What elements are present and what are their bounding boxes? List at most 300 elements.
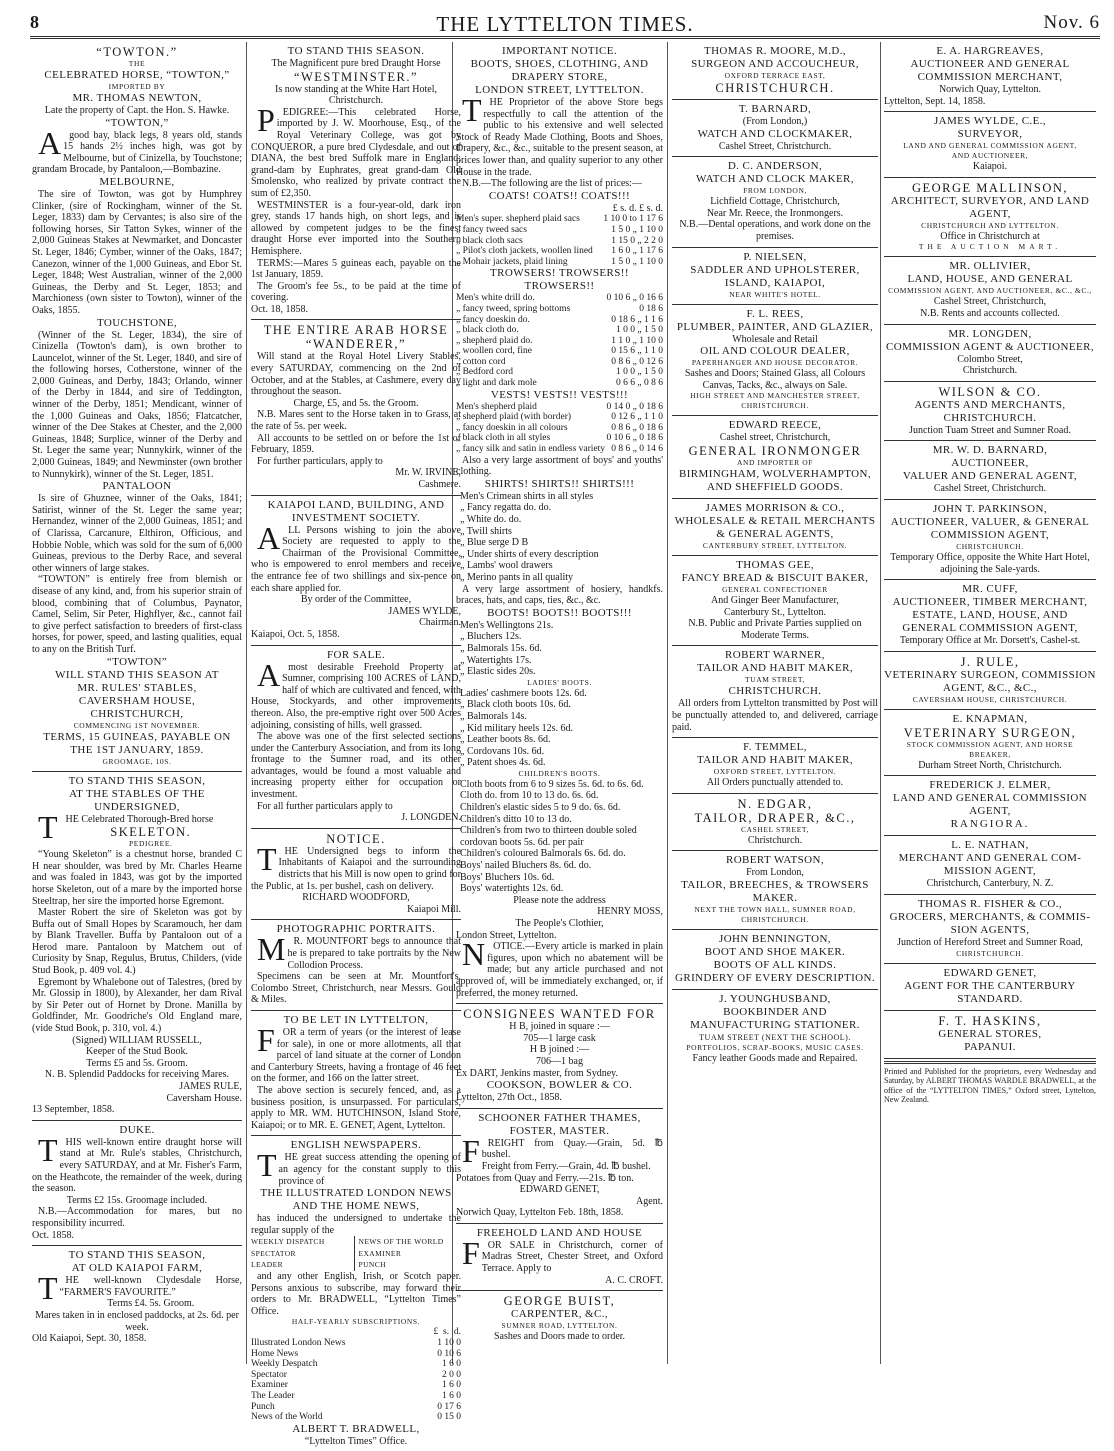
- childrens-boots-list: [456, 779, 663, 895]
- list-item: SPECTATOR: [251, 1248, 296, 1258]
- ad-body: THE Undersigned begs to inform the Inhabitants of Kaiapoi and the surrounding districts that his Mill is now open to grind for the Public, at 1s. per bushel, cash on delivery.: [251, 840, 461, 892]
- ad-line: Christchurch, Canterbury, N. Z.: [926, 878, 1054, 890]
- ad-heading: THE ILLUSTRATED LONDON NEWS AND THE HOME NEWS,: [260, 1187, 452, 1213]
- list-item: NEWS OF THE WORLD: [358, 1237, 444, 1247]
- table-row: [456, 336, 663, 347]
- ad-line: TUAM STREET,: [745, 675, 805, 685]
- table-row: [456, 214, 663, 225]
- ad-line: CASHEL STREET,: [741, 824, 809, 834]
- ad-line: TAILOR AND HABIT MAKER,: [696, 662, 853, 675]
- ad-line: Home News: [251, 1348, 299, 1359]
- ad-line: d.: [453, 1327, 461, 1338]
- ad-farmers-favourite: [32, 1246, 242, 1349]
- ad-line: PAPANUI.: [964, 1040, 1016, 1053]
- ad-line: BOOKBINDER AND MANUFACTURING STATIONER.: [690, 1005, 860, 1031]
- ad-signature: ALBERT T. BRADWELL,: [292, 1422, 420, 1435]
- list-item: EXAMINER: [358, 1248, 402, 1258]
- ad-line: LAND AND GENERAL COMMISSION: [892, 792, 1088, 805]
- ad-heading: COATS! COATS!! COATS!!!: [488, 189, 631, 202]
- ad-signature: Agent.: [636, 1195, 663, 1207]
- list-item: „ Blue serge D B: [460, 537, 529, 549]
- ad-heading: BOOTS, SHOES, CLOTHING, AND DRAPERY STORE,: [470, 58, 649, 83]
- newspaper-title: THE LYTTELTON TIMES.: [436, 12, 694, 36]
- ad-heading: ENGLISH NEWSPAPERS.: [290, 1139, 422, 1152]
- list-item: Cloth boots from 6 to 9 sizes 5s. 6d. to 6s. 6d.: [460, 778, 644, 790]
- column-3: [453, 42, 663, 1362]
- ad-signature: Mr. W. IRVINE,: [395, 467, 461, 479]
- ad-heading: FREEHOLD LAND AND HOUSE: [476, 1226, 643, 1239]
- ad-heading: AT THE STABLES OF THE: [69, 787, 205, 800]
- price-table-vests: [456, 402, 663, 455]
- ad-body: ALL Persons wishing to join the above Society are requested to apply to the Chairman of the Provisional Committee, who is empowered to enrol members and receive the entrance fee of two shillings and six-pence on each share applied for.: [251, 519, 461, 594]
- ad-subheading: COMMENCING 1ST NOVEMBER.: [73, 720, 201, 730]
- ad-signature: The People's Clothier,: [515, 918, 604, 929]
- table-row: [456, 433, 663, 444]
- ad-body: Egremont by Whalebone out of Talestres, (bred by Mr. Glossip in 1800), by Alexander, her dam Rival by Sir Peter out of Hornet by Drone. Manilla by Goldfinder, Mr. Goodriche's Old England mare, (vide Stud Book, p. 310, vol. 4.): [32, 976, 242, 1035]
- ad-line: GENERAL STORES,: [938, 1027, 1042, 1040]
- ad-line: The Leader: [251, 1391, 295, 1401]
- ad-line: News of the World: [251, 1412, 323, 1423]
- list-item: „ Black cloth boots 10s. 6d.: [460, 699, 571, 711]
- ad-line: 1 1 0 „ 1 10 0: [611, 335, 663, 346]
- ad-body: PEDIGREE:—This celebrated Horse, imported by J. W. Moorhouse, Esq., of the Royal Veterinary College, was got by CONQUEROR, a pure bred Clydesdale, and out of DIANA, the best bred Suffolk mare in England; grand-dam by Euphrates, great grand-dam Old Smolensko, who realized by private contract the sum of £2,350.: [251, 101, 461, 199]
- ad-ollivier: [884, 257, 1096, 324]
- list-item: Cloth do. from 10 to 13 do. 6s. 6d.: [460, 790, 599, 802]
- list-item: „ Lambs' wool drawers: [460, 560, 553, 572]
- ad-line: „ shepherd plaid (with border): [456, 412, 572, 423]
- shirts-list: [456, 491, 663, 584]
- ad-text: N. B. Splendid Paddocks for receiving Mares.: [44, 1069, 230, 1081]
- ad-line: 1 5 0 „ 1 10 0: [611, 256, 663, 267]
- ad-heading: TO STAND THIS SEASON.: [287, 45, 425, 57]
- table-row: [251, 1338, 461, 1349]
- ad-subheading: THE: [128, 59, 146, 68]
- ad-line: COMMISSION AGENT & AUCTIONEER,: [886, 340, 1094, 353]
- ad-wanderer: [251, 320, 461, 495]
- ad-subheading: GROOMAGE, 10S.: [102, 756, 172, 766]
- table-row: [456, 378, 663, 389]
- ad-line: HIGH STREET AND MANCHESTER STREET,: [690, 391, 860, 401]
- issue-date: Nov. 6: [1043, 12, 1100, 33]
- ad-line: BOOT AND SHOE MAKER.: [704, 945, 846, 958]
- ad-elmer: [884, 776, 1096, 836]
- ad-line: CHRISTCHURCH.: [741, 914, 809, 924]
- ad-text: Freight from Ferry.—Grain, 4d. ℔ bushel.: [481, 1160, 651, 1172]
- ad-line: EDWARD GENET,: [943, 966, 1037, 979]
- ad-subheading: SUMNER ROAD, LYTTELTON.: [501, 1321, 618, 1331]
- ad-subheading: LADIES' BOOTS.: [527, 677, 592, 687]
- ad-line: D. C. ANDERSON,: [727, 160, 823, 173]
- ad-line: J. RULE,: [960, 654, 1020, 669]
- ad-mallinson: [884, 178, 1096, 258]
- ad-subheading: PEDIGREE.: [129, 839, 173, 849]
- ad-line: COMMISSION AGENT,: [930, 528, 1050, 541]
- list-item: Children's from two to thirteen double soled cordovan boots 5s. 6d. per pair: [460, 825, 637, 848]
- ad-temmel: [672, 738, 878, 794]
- ad-body: Will stand at the Royal Hotel Livery Stables, every SATURDAY, commencing on the 2nd of October, and at the Stables, at Cashmere, every day throughout the season.: [251, 351, 461, 398]
- ad-line: GRINDERY OF EVERY DESCRIPTION.: [674, 971, 876, 984]
- ad-body: Specimens can be seen at Mr. Mountfort's, Colombo Street, Christchurch, near Messrs. Gould & Miles.: [251, 971, 461, 1006]
- ad-line: Men's shepherd plaid: [456, 401, 537, 412]
- ad-body: A very large assortment of hosiery, handkfs. braces, hats, and caps, ties, &c., &c.: [456, 583, 663, 607]
- ad-cuff: [884, 580, 1096, 652]
- ad-line: Norwich Quay, Lyttelton.: [938, 84, 1042, 95]
- ad-body: Amost desirable Freehold Property at Sumner, comprising 100 ACRES of LAND, half of which are cultivated and fenced, with House, Stockyards, and other improvements thereon. Also, the pre-emptive right over 500 Acres adjoining, consisting of hills, well grassed.: [251, 656, 461, 731]
- table-row: [456, 412, 663, 423]
- ad-to-let: [251, 1011, 461, 1136]
- ad-bennington: [672, 930, 878, 990]
- page-number: 8: [30, 12, 39, 32]
- ad-anderson: [672, 157, 878, 247]
- ad-heading: “TOWTON”: [106, 655, 168, 668]
- ad-signature: A. C. CROFT.: [605, 1274, 663, 1286]
- ad-line: s.: [443, 1327, 450, 1338]
- ad-heading: FOR SALE.: [327, 648, 385, 661]
- ad-text: H B, joined in square :—: [509, 1021, 610, 1033]
- ad-line: Temporary Office, opposite the White Hart Hotel, adjoining the Sale-yards.: [890, 551, 1090, 575]
- ad-heading: CARPENTER, &C.,: [510, 1308, 609, 1321]
- ad-line: SADDLER AND UPHOLSTERER,: [690, 263, 860, 276]
- ad-line: FROM LONDON,: [743, 186, 807, 196]
- list-item: Children's ditto 10 to 13 do.: [460, 813, 572, 825]
- list-item: „ Twill shirts: [460, 525, 512, 537]
- ad-line: JAMES MORRISON & CO.,: [705, 501, 845, 514]
- ad-heading: FOSTER, MASTER.: [509, 1124, 610, 1137]
- ad-signature: JAMES WYLDE,: [388, 605, 461, 617]
- ad-robert-watson: [672, 851, 878, 930]
- ad-wilson: [884, 382, 1096, 442]
- ad-line: BOOTS OF ALL KINDS.: [713, 958, 837, 971]
- masthead: [30, 10, 1100, 38]
- ad-heading: TROWSERS! TROWSERS!! TROWSERS!!: [490, 267, 629, 293]
- ad-body: TERMS:—Mares 5 guineas each, payable on the 1st January, 1859.: [251, 257, 461, 281]
- ad-line: PORTFOLIOS, SCRAP-BOOKS, MUSIC CASES.: [686, 1043, 864, 1053]
- ad-line: VETERINARY SURGEON,: [903, 725, 1077, 740]
- ad-line: CAVERSHAM HOUSE, CHRISTCHURCH.: [912, 694, 1068, 704]
- ad-line: F. TEMMEL,: [743, 741, 807, 754]
- ad-line: Wholesale and Retail: [732, 333, 818, 345]
- ad-body: THIS well-known entire draught horse will stand at Mr. Rule's stables, Christchurch, every SATURDAY, and at Mr. Fisher's Farm, on the Heathcote, the remainder of the week, during the season.: [32, 1131, 242, 1195]
- table-row: [456, 357, 663, 368]
- ad-body: The Groom's fee 5s., to be paid at the time of covering.: [251, 280, 461, 304]
- list-item: „ Elastic sides 20s.: [460, 666, 536, 678]
- ad-line: STOCK COMMISSION AGENT, AND HORSE: [906, 739, 1074, 749]
- ad-signature: London Street, Lyttelton.: [456, 929, 557, 941]
- ad-line: Men's super. shepherd plaid sacs: [456, 214, 580, 225]
- ad-line: Temporary Office at Mr. Dorsett's, Cashel-st.: [899, 635, 1081, 647]
- ad-line: F. T. HASKINS,: [938, 1013, 1042, 1028]
- ad-heading: PHOTOGRAPHIC PORTRAITS.: [276, 923, 436, 936]
- ad-signature: (Signed) WILLIAM RUSSELL,: [72, 1034, 202, 1046]
- ad-line: & GENERAL AGENTS,: [716, 527, 834, 540]
- ad-line: FANCY BREAD & BISCUIT BAKER,: [681, 571, 869, 584]
- ad-date: Kaiapoi, Oct. 5, 1858.: [251, 628, 340, 640]
- ad-signature: J. LONGDEN.: [401, 812, 461, 824]
- ad-line: JOHN BENNINGTON,: [719, 932, 831, 945]
- ad-line: MR. CUFF,: [962, 583, 1018, 596]
- ad-line: N.B.—Dental operations, and work done on the premises.: [679, 219, 871, 242]
- ad-line: AUCTIONEER AND GENERAL: [910, 58, 1070, 70]
- ad-james-wylde: [884, 112, 1096, 178]
- ad-george-buist: [453, 1291, 663, 1347]
- ad-body: THE great success attending the opening of an agency for the constant supply to this province of: [257, 1147, 461, 1187]
- ad-line: 1 15 0 „ 2 2 0: [611, 235, 663, 246]
- ad-body: The above was one of the first selected sections under the Canterbury Association, and from its long frontage to the Sumner road, and its other advantages, would be found a most valuable and increasing property either for occupation or investment.: [251, 731, 461, 801]
- table-row: [456, 246, 663, 257]
- table-row: [251, 1370, 461, 1381]
- ad-fisher: [884, 895, 1096, 964]
- ad-line: WATCH AND CLOCK MAKER,: [696, 173, 854, 186]
- ad-line: 1 6 0: [442, 1359, 461, 1370]
- ad-line: MISSION AGENT,: [943, 865, 1037, 878]
- ad-heading: TO STAND THIS SEASON,: [68, 774, 206, 787]
- ad-body: FOR a term of years (or the interest of lease for sale), in one or more allotments, all that parcel of land situate at the corner of London and Canterbury Streets, having a frontage of 46 feet on the former, and 166 on the latter street.: [251, 1021, 461, 1085]
- ad-heading: “WESTMINSTER.”: [293, 69, 419, 84]
- ad-heading: “TOWTON,”: [105, 116, 169, 129]
- ad-body: NOTICE.—Every article is marked in plain figures, upon which no abatement will be made; but any article purchased and not approved of, will be immediately exchanged, or, if preferred, the money returned.: [456, 936, 663, 999]
- ad-heading: SCHOONER FATHER THAMES,: [478, 1111, 641, 1124]
- ad-line: Junction of Hereford Street and Sumner Road,: [897, 936, 1083, 948]
- ad-skeleton: [32, 772, 242, 1121]
- ad-line: Near Mr. Reece, the Ironmongers.: [706, 207, 844, 219]
- ad-line: COMMISSION AGENT, AND AUCTIONEER, &C., &C.,: [888, 286, 1092, 296]
- ad-date: 13 September, 1858.: [32, 1104, 115, 1116]
- ad-subheading: IMPORTED BY: [108, 82, 166, 91]
- list-item: LEADER: [251, 1260, 283, 1270]
- ad-heading: TO BE LET IN LYTTELTON,: [283, 1013, 429, 1026]
- list-item: Men's Wellingtons 21s.: [460, 619, 554, 631]
- ad-line: Men's white drill do.: [456, 293, 535, 304]
- table-row: [456, 402, 663, 413]
- ad-date: Oct. 1858.: [32, 1229, 74, 1241]
- ad-line: RANGIORA.: [950, 818, 1030, 831]
- ad-line: MR. W. D. BARNARD,: [932, 444, 1048, 457]
- ad-text: Terms £5 and 5s. Groom.: [86, 1057, 188, 1069]
- ad-heading: SKELETON.: [110, 825, 192, 840]
- ad-signature: JAMES RULE,: [179, 1081, 242, 1092]
- table-row: [456, 257, 663, 268]
- ad-line: Sashes and Doors; Stained Glass, all Colours Canvas, Tacks, &c., always on Sale.: [684, 368, 866, 391]
- ad-line: „ Pilot's cloth jackets, woollen lined: [456, 246, 593, 257]
- ad-line: GENERAL CONFECTIONER: [722, 584, 828, 594]
- ad-line: 0 6 6 „ 0 8 6: [616, 378, 663, 389]
- ad-line: THOMAS GEE,: [736, 558, 814, 571]
- ad-line: N. EDGAR,: [737, 796, 813, 811]
- table-row: [456, 423, 663, 434]
- ad-line: (From London,): [742, 116, 808, 127]
- column-1: [32, 42, 242, 1362]
- ad-heading: “TOWTON.”: [96, 45, 178, 59]
- table-row: [456, 304, 663, 315]
- list-item: Children's elastic sides 5 to 9 do. 6s. 6d.: [460, 802, 621, 814]
- list-item: „ White do. do.: [460, 514, 522, 525]
- table-row: [456, 225, 663, 236]
- list-item: Men's Crimean shirts in all styles: [460, 490, 594, 502]
- ad-text: H B joined :—: [529, 1044, 590, 1056]
- ad-notice-mill: [251, 829, 461, 921]
- ad-line: LAND, HOUSE, AND GENERAL: [907, 273, 1073, 286]
- ad-line: E. A. HARGREAVES,: [936, 45, 1044, 57]
- ad-towton: [32, 42, 242, 772]
- ad-line: AGENT, &C., &C.,: [943, 681, 1037, 694]
- ad-heading: CELEBRATED HORSE, “TOWTON,”: [44, 69, 230, 81]
- ad-kaiapoi-society: [251, 496, 461, 646]
- list-item: Children's coloured Balmorals 6s. 6d. do.: [460, 848, 626, 860]
- ad-robert-warner: [672, 646, 878, 738]
- ad-line: 0 18 6: [639, 303, 663, 314]
- ad-text: Terms £2 15s. Groomage included.: [66, 1194, 208, 1206]
- ad-heading: SHIRTS! SHIRTS!! SHIRTS!!!: [484, 477, 635, 490]
- ad-line: „ fancy doeskin in all colours: [456, 422, 568, 433]
- ad-line: Kaiapoi.: [972, 161, 1008, 173]
- list-item: „ Bluchers 12s.: [460, 631, 522, 643]
- ad-line: AND SHEFFIELD GOODS.: [706, 480, 844, 493]
- ad-body: For all further particulars apply to: [257, 800, 393, 812]
- ad-line: 0 12 6 „ 1 1 0: [611, 412, 663, 423]
- list-item: „ Patent shoes 4s. 6d.: [460, 757, 546, 769]
- ad-line: 0 8 6 „ 0 18 6: [611, 422, 663, 433]
- ad-line: „ Bedford cord: [456, 367, 513, 378]
- ad-line: Christchurch.: [747, 834, 803, 846]
- ad-photographic: [251, 920, 461, 1011]
- ad-freehold-land: [456, 1224, 663, 1291]
- ad-body: Master Robert the sire of Skeleton was got by Buffa out of Small Hopes by Scaramouch, her dam by Blank Traveller. Buffa by Pantaloon out of a Herod mare. Pantaloon by Matchem out of Curiosity by Snap, Regulus, Brutus, Childers, (vide Stud Book, p. 409 vol. 4.): [32, 907, 242, 977]
- ad-signature: RICHARD WOODFORD,: [302, 892, 410, 904]
- ad-line: CHRISTCHURCH.: [715, 81, 835, 95]
- ad-line: OXFORD STREET, LYTTELTON.: [713, 767, 837, 777]
- ad-text: Is now standing at the White Hart Hotel, Christchurch.: [274, 83, 437, 107]
- ad-line: 0 17 6: [437, 1401, 461, 1412]
- ad-heading: MELBOURNE,: [99, 175, 175, 188]
- ad-text: Late the property of Capt. the Hon. S. Hawke.: [44, 105, 230, 116]
- ad-edgar: [672, 794, 878, 852]
- ad-line: CHRISTCHURCH.: [956, 541, 1024, 551]
- ad-line: TUAM STREET (NEXT THE SCHOOL).: [699, 1032, 851, 1042]
- table-row: [456, 315, 663, 326]
- ad-line: 1 0 0 „ 1 5 0: [616, 367, 663, 378]
- table-row: [456, 444, 663, 455]
- ad-body: N.B. Mares sent to the Horse taken in to Grass, at the rate of 5s. per week.: [251, 409, 461, 433]
- ad-line: 0 8 6 „ 0 14 6: [611, 444, 663, 455]
- ad-line: Punch: [251, 1401, 275, 1412]
- ad-line: JAMES WYLDE, C.E.,: [933, 115, 1047, 128]
- ad-line: ROBERT WARNER,: [725, 649, 825, 662]
- ad-hargreaves: [884, 42, 1096, 112]
- ad-line: VALUER AND GENERAL AGENT,: [902, 470, 1078, 483]
- ad-line: 1 6 0: [442, 1380, 461, 1391]
- ad-line: 1 6 0 „ 1 17 6: [611, 246, 663, 257]
- ad-line: „ light and dark mole: [456, 378, 537, 389]
- ad-line: P. NIELSEN,: [743, 250, 807, 263]
- ad-heading: MR. RULES' STABLES,: [77, 681, 197, 694]
- ad-heading: KAIAPOI LAND, BUILDING, AND INVESTMENT SOCIETY.: [267, 498, 445, 524]
- ad-heading: VESTS! VESTS!! VESTS!!!: [490, 388, 629, 401]
- ad-line: JOHN T. PARKINSON,: [933, 502, 1047, 515]
- ad-signature: Chairman.: [419, 617, 461, 629]
- ad-line: E. KNAPMAN,: [952, 712, 1028, 725]
- ad-line: AGENTS AND MERCHANTS,: [914, 398, 1066, 411]
- ad-heading: TO STAND THIS SEASON,: [68, 1249, 206, 1262]
- ad-line: SURGEON AND ACCOUCHEUR,: [691, 58, 859, 70]
- table-row: [251, 1391, 461, 1402]
- ad-body: (Winner of the St. Leger, 1834), the sire of Cinizella (Towton's dam), is own brother to Launcelot, winner of the St. Leger, 1840, and sire of the following horses, Cotherstone, winner of the 2,000 Guineas, and Derby, 1843; Orlando, winner of the Derby in 1844, and sire of Teddington, winner of the Derby, 1851; Mendicant, winner of the 1,000 Guineas and Oaks, 1856; Flatcatcher, winner of the Dee Stakes at Chester, and the 2,000 Guineas, 1848; Surplice, winner of the Derby and St. Leger the same year; Nunnykirk, winner of the 2,000 Guineas, 1849; and Newminster (own brother to Nunnykirk), winner of the St. Leger, 1851.: [32, 329, 242, 480]
- ad-body: For further particulars, apply to: [257, 455, 383, 467]
- ad-line: AUCTIONEER,: [951, 457, 1029, 470]
- ad-edward-genet: [884, 964, 1096, 1011]
- ad-boots-shoes-clothing: [456, 42, 663, 1004]
- ad-heading: TOUCHSTONE,: [96, 316, 178, 329]
- list-item: „ Cordovans 10s. 6d.: [460, 745, 545, 757]
- ad-edward-reece: [672, 416, 878, 499]
- ad-line: ESTATE, LAND, HOUSE, AND: [912, 609, 1068, 622]
- ad-line: 0 8 6 „ 0 12 6: [611, 356, 663, 367]
- ad-line: F. L. REES,: [746, 307, 804, 320]
- list-item: „ Balmorals 15s. 6d.: [460, 642, 542, 654]
- table-row: [251, 1402, 461, 1413]
- ad-line: CHRISTCHURCH AND LYTTELTON.: [921, 220, 1059, 230]
- price-table-coats: [456, 214, 663, 267]
- ad-line: „ fancy tweed sacs: [456, 224, 527, 235]
- list-item: WEEKLY DISPATCH: [251, 1237, 325, 1247]
- ad-line: „ black cloth do.: [456, 325, 519, 336]
- ad-body: All accounts to be settled on or before the 1st of February, 1859.: [251, 432, 461, 456]
- ad-schooner-father-thames: [456, 1109, 663, 1224]
- ad-line: AND AUCTIONEER,: [951, 151, 1029, 161]
- column-divider: [246, 42, 247, 1364]
- table-row: [456, 367, 663, 378]
- ad-line: Lichfield Cottage, Christchurch,: [710, 196, 840, 208]
- ad-text: 706—1 bag: [536, 1055, 583, 1067]
- ad-text: Mares taken in in enclosed paddocks, at 2s. 6d. per week.: [35, 1309, 239, 1333]
- table-row: [456, 293, 663, 304]
- ad-line: PLUMBER, PAINTER, AND GLAZIER,: [676, 320, 874, 333]
- ad-line: 1 6 0: [442, 1391, 461, 1401]
- ad-line: „ black cloth in all styles: [456, 433, 551, 444]
- ad-haskins: [884, 1011, 1096, 1059]
- ad-heading: THE ENTIRE ARAB HORSE: [263, 323, 449, 338]
- ad-nielsen: [672, 248, 878, 305]
- ad-line: From London,: [746, 867, 804, 879]
- ad-line: Cashel street, Christchurch,: [719, 432, 831, 444]
- ad-line: FREDERICK J. ELMER,: [929, 779, 1051, 792]
- ad-text: Sashes and Doors made to order.: [493, 1331, 626, 1343]
- ad-longden: [884, 325, 1096, 382]
- ad-consignees-wanted: [456, 1004, 663, 1109]
- ad-line: 0 10 6 „ 0 16 6: [606, 293, 663, 304]
- table-row: [456, 325, 663, 336]
- ad-text: By order of the Committee,: [300, 594, 412, 606]
- ad-signature: COOKSON, BOWLER & CO.: [486, 1079, 633, 1092]
- ad-line: Durham Street North, Christchurch.: [918, 759, 1062, 771]
- ad-signature: Kaiapoi Mill.: [407, 903, 461, 915]
- ad-date: Lyttelton, 27th Oct., 1858.: [456, 1092, 562, 1104]
- ad-line: PAPERHANGER AND HOUSE DECORATOR.: [691, 358, 859, 368]
- ad-text: 705—1 large cask: [523, 1032, 596, 1044]
- ad-westminster: [251, 42, 461, 320]
- ad-line: „ black cloth sacs: [456, 235, 523, 246]
- ad-line: SURVEYOR,: [957, 128, 1023, 141]
- ad-heading: MR. THOMAS NEWTON,: [72, 92, 202, 104]
- ad-heading: NOTICE.: [326, 831, 386, 846]
- ad-line: EDWARD REECE,: [728, 419, 822, 432]
- ad-line: LAND AND GENERAL COMMISSION AGENT,: [903, 141, 1077, 151]
- column-2: [251, 42, 461, 1447]
- ad-line: GROCERS, MERCHANTS, & COMMIS-: [889, 910, 1091, 923]
- ad-line: Illustrated London News: [251, 1338, 346, 1349]
- ad-line: AUCTIONEER, TIMBER MERCHANT,: [892, 596, 1088, 609]
- ad-signature: Caversham House.: [166, 1092, 242, 1104]
- ad-line: 0 15 0: [437, 1412, 461, 1423]
